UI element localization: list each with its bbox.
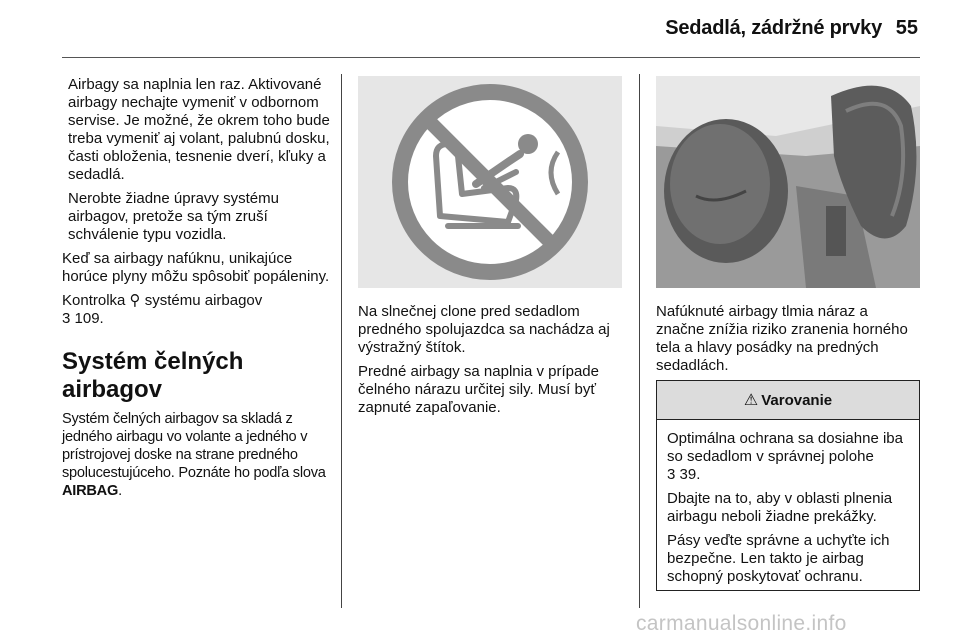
paragraph-warning-label: Na slnečnej clone pred sedadlom predného spolujazdca sa nachádza aj výstražný štítok.	[358, 303, 610, 356]
paragraph-airbags-once: Airbagy sa naplnia len raz. Aktivované airbagy nechajte vymeniť v odbornom servise. Je možné, že okrem toho bude treba vymeniť aj volant, palubnú dosku, časti obloženia, tesnenie dverí, kľuky a sedadlá.	[68, 76, 330, 183]
front-airbag-end: .	[118, 483, 122, 499]
deployed-airbags-illustration	[656, 76, 920, 288]
paragraph-front-airbags-deploy: Predné airbagy sa naplnia v prípade čelného nárazu určitej sily. Musí byť zapnuté zapaľovanie.	[358, 363, 599, 416]
warning-title: Varovanie	[761, 391, 833, 409]
paragraph-no-modifications: Nerobte žiadne úpravy systému airbagov, pretože sa tým zruší schválenie typu vozidla.	[68, 190, 279, 243]
watermark: carmanualsonline.info	[636, 612, 847, 635]
header-divider	[62, 57, 920, 58]
warning-box	[656, 380, 920, 591]
page-header	[0, 0, 960, 62]
paragraph-hot-gases: Keď sa airbagy nafúknu, unikajúce horúce plyny môžu spôsobiť popáleniny.	[62, 250, 330, 285]
deployed-airbags-image	[656, 76, 920, 288]
paragraph-airbags-cushion: Nafúknuté airbagy tlmia náraz a značne znížia riziko zranenia horného tela a hlavy posádky na predných sedadlách.	[656, 303, 908, 374]
warning-page-reference-link[interactable]: 3 39.	[667, 466, 701, 483]
airbag-keyword: AIRBAG	[62, 483, 119, 499]
section-heading: Systém čelných airbagov	[62, 348, 244, 403]
column-divider-1	[341, 74, 342, 608]
warning-paragraph-obstacles: Dbajte na to, aby v oblasti plnenia airbagu neboli žiadne prekážky.	[667, 490, 893, 525]
column-left	[62, 76, 330, 506]
control-light-suffix: systému airbagov	[140, 292, 263, 309]
warning-seat-text: Optimálna ochrana sa dosiahne iba so sedadlom v správnej polohe	[667, 430, 903, 465]
warning-paragraph-seat-position	[667, 430, 911, 484]
warning-header	[657, 381, 919, 420]
column-middle-text	[358, 303, 626, 423]
page-reference-link[interactable]: 3 109.	[62, 310, 104, 327]
warning-paragraph-belts: Pásy veďte správne a uchyťte ich bezpečne. Len takto je airbag schopný poskytovať ochranu.	[667, 532, 890, 585]
paragraph-control-light	[62, 292, 330, 328]
page-title: Sedadlá, zádržné prvky	[665, 17, 882, 39]
child-seat-prohibition-image	[358, 76, 622, 288]
warning-triangle-icon: ⚠	[743, 392, 759, 409]
page-number: 55	[895, 17, 918, 39]
column-divider-2	[639, 74, 640, 608]
front-airbag-text: Systém čelných airbagov sa skladá z jedného airbagu vo volante a jedného v prístrojovej doske na strane predného spolucestujúceho. Poznáte ho podľa slova	[62, 411, 326, 481]
warning-body	[657, 420, 919, 586]
paragraph-front-airbag-system	[62, 410, 330, 500]
airbag-warning-icon: ⚲	[129, 292, 141, 309]
no-rear-facing-child-seat-icon	[358, 76, 622, 288]
column-right-text	[656, 303, 920, 375]
control-light-label: Kontrolka	[62, 292, 126, 309]
